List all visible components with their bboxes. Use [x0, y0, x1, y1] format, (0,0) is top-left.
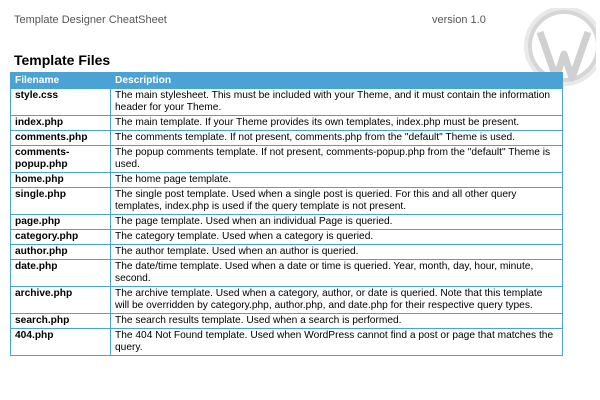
description-cell: The main template. If your Theme provides its own templates, index.php must be present.: [111, 116, 563, 131]
version-label: version 1.0: [432, 14, 486, 26]
description-cell: The 404 Not Found template. Used when WordPress cannot find a post or page that matches the query.: [111, 329, 563, 356]
description-cell: The home page template.: [111, 173, 563, 188]
description-cell: The page template. Used when an individual Page is queried.: [111, 215, 563, 230]
filename-cell: date.php: [11, 260, 111, 287]
description-cell: The author template. Used when an author is queried.: [111, 245, 563, 260]
description-cell: The single post template. Used when a single post is queried. For this and all other query templates, index.php is used if the query template is not present.: [111, 188, 563, 215]
column-header-filename: Filename: [11, 73, 111, 89]
description-cell: The archive template. Used when a category, author, or date is queried. Note that this template will be overridden by category.php, author.php, and date.php for their respective query types.: [111, 287, 563, 314]
description-cell: The date/time template. Used when a date or time is queried. Year, month, day, hour, minute, second.: [111, 260, 563, 287]
table-row: [11, 131, 563, 146]
template-files-table: [10, 72, 562, 356]
filename-cell: single.php: [11, 188, 111, 215]
table-header-row: [11, 73, 563, 89]
table-row: [11, 116, 563, 131]
table-row: [11, 260, 563, 287]
description-cell: The search results template. Used when a search is performed.: [111, 314, 563, 329]
table-row: [11, 188, 563, 215]
filename-cell: author.php: [11, 245, 111, 260]
table-row: [11, 215, 563, 230]
table-row: [11, 329, 563, 356]
filename-cell: category.php: [11, 230, 111, 245]
filename-cell: comments-popup.php: [11, 146, 111, 173]
filename-cell: search.php: [11, 314, 111, 329]
filename-cell: comments.php: [11, 131, 111, 146]
table-row: [11, 287, 563, 314]
table-row: [11, 146, 563, 173]
table-row: [11, 314, 563, 329]
filename-cell: home.php: [11, 173, 111, 188]
description-cell: The comments template. If not present, comments.php from the "default" Theme is used.: [111, 131, 563, 146]
table-row: [11, 173, 563, 188]
filename-cell: page.php: [11, 215, 111, 230]
filename-cell: style.css: [11, 89, 111, 116]
table-row: [11, 89, 563, 116]
filename-cell: index.php: [11, 116, 111, 131]
table-row: [11, 245, 563, 260]
filename-cell: archive.php: [11, 287, 111, 314]
description-cell: The main stylesheet. This must be included with your Theme, and it must contain the information header for your Theme.: [111, 89, 563, 116]
section-title: Template Files: [14, 52, 111, 68]
filename-cell: 404.php: [11, 329, 111, 356]
description-cell: The popup comments template. If not present, comments-popup.php from the "default" Theme is used.: [111, 146, 563, 173]
table-row: [11, 230, 563, 245]
column-header-description: Description: [111, 73, 563, 89]
document-title: Template Designer CheatSheet: [14, 14, 167, 26]
description-cell: The category template. Used when a category is queried.: [111, 230, 563, 245]
